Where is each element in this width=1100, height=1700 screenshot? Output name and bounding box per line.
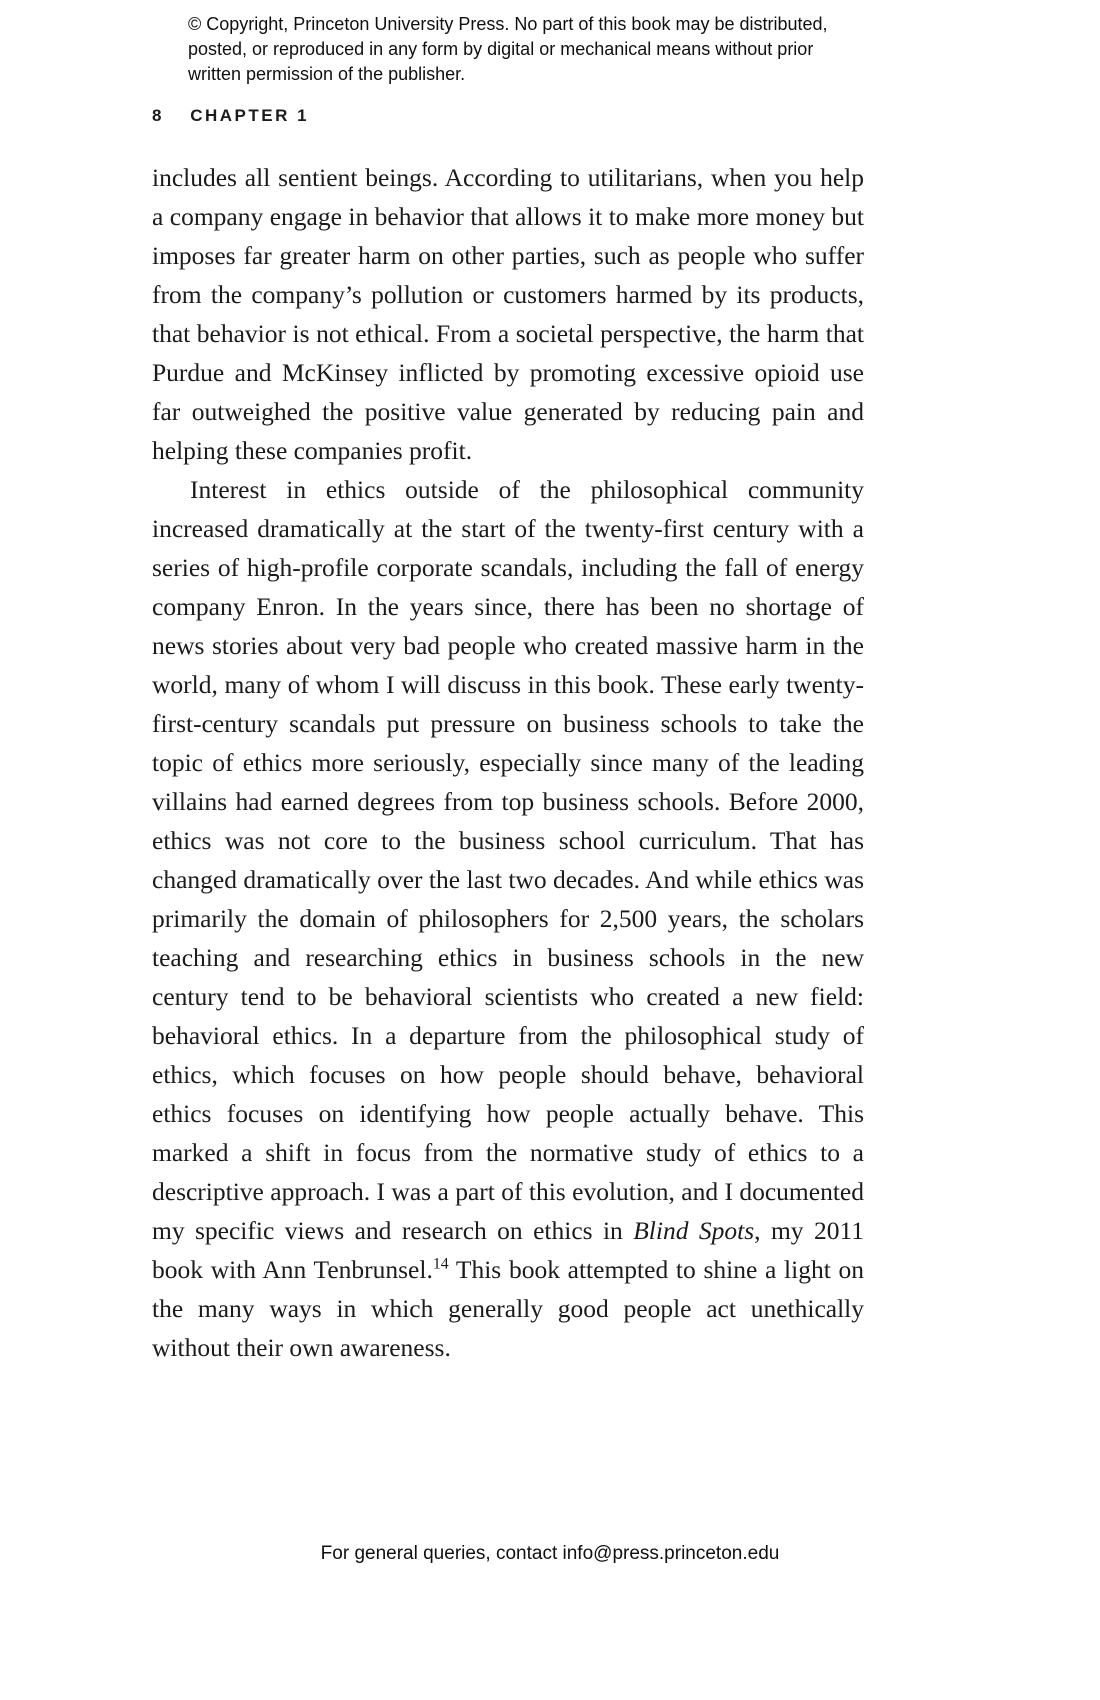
paragraph-1: includes all sentient beings. According to utilitarians, when you help a company engage in behavior that allows it to make more money but imposes far greater harm on other parties, such as people who suffer from the company’s pollution or customers harmed by its products, that behavior is not ethical. From a societal perspective, the harm that Purdue and McKinsey inflicted by promoting excessive opioid use far outweighed the positive value generated by reducing pain and helping these companies profit.: [152, 163, 864, 465]
page-number: 8: [152, 106, 162, 125]
copyright-notice: © Copyright, Princeton University Press. No part of this book may be distributed, posted, or reproduced in any form by digital or mechanical means without prior written permission of the publisher.: [188, 14, 828, 84]
chapter-label: CHAPTER 1: [190, 106, 310, 125]
body-text: [152, 158, 864, 1367]
footer-contact-line: For general queries, contact info@press.princeton.edu: [320, 1543, 780, 1564]
running-head: [152, 106, 309, 126]
paragraph-2: Interest in ethics outside of the philosophical community increased dramatically at the start of the twenty-first century with a series of high-profile corporate scandals, including the fall of energy company Enron. In the years since, there has been no shortage of news stories about very bad people who created massive harm in the world, many of whom I will discuss in this book. These early twenty-first-century scandals put pressure on business schools to take the topic of ethics more seriously, especially since many of the leading villains had earned degrees from top business schools. Before 2000, ethics was not core to the business school curriculum. That has changed dramatically over the last two decades. And while ethics was primarily the domain of philosophers for 2,500 years, the scholars teaching and researching ethics in business schools in the new century tend to be behavioral scientists who created a new field: behavioral ethics. In a departure from the philosophical study of ethics, which focuses on how people should behave, behavioral ethics focuses on identifying how people actually behave. This marked a shift in focus from the normative study of ethics to a descriptive approach. I was a part of this evolution, and I documented my specific views and research on ethics in Blind Spots, my 2011 book with Ann Tenbrunsel.$^{14}$ This book attempted to shine a light on the many ways in which generally good people act unethically without their own awareness.: [152, 475, 864, 1362]
